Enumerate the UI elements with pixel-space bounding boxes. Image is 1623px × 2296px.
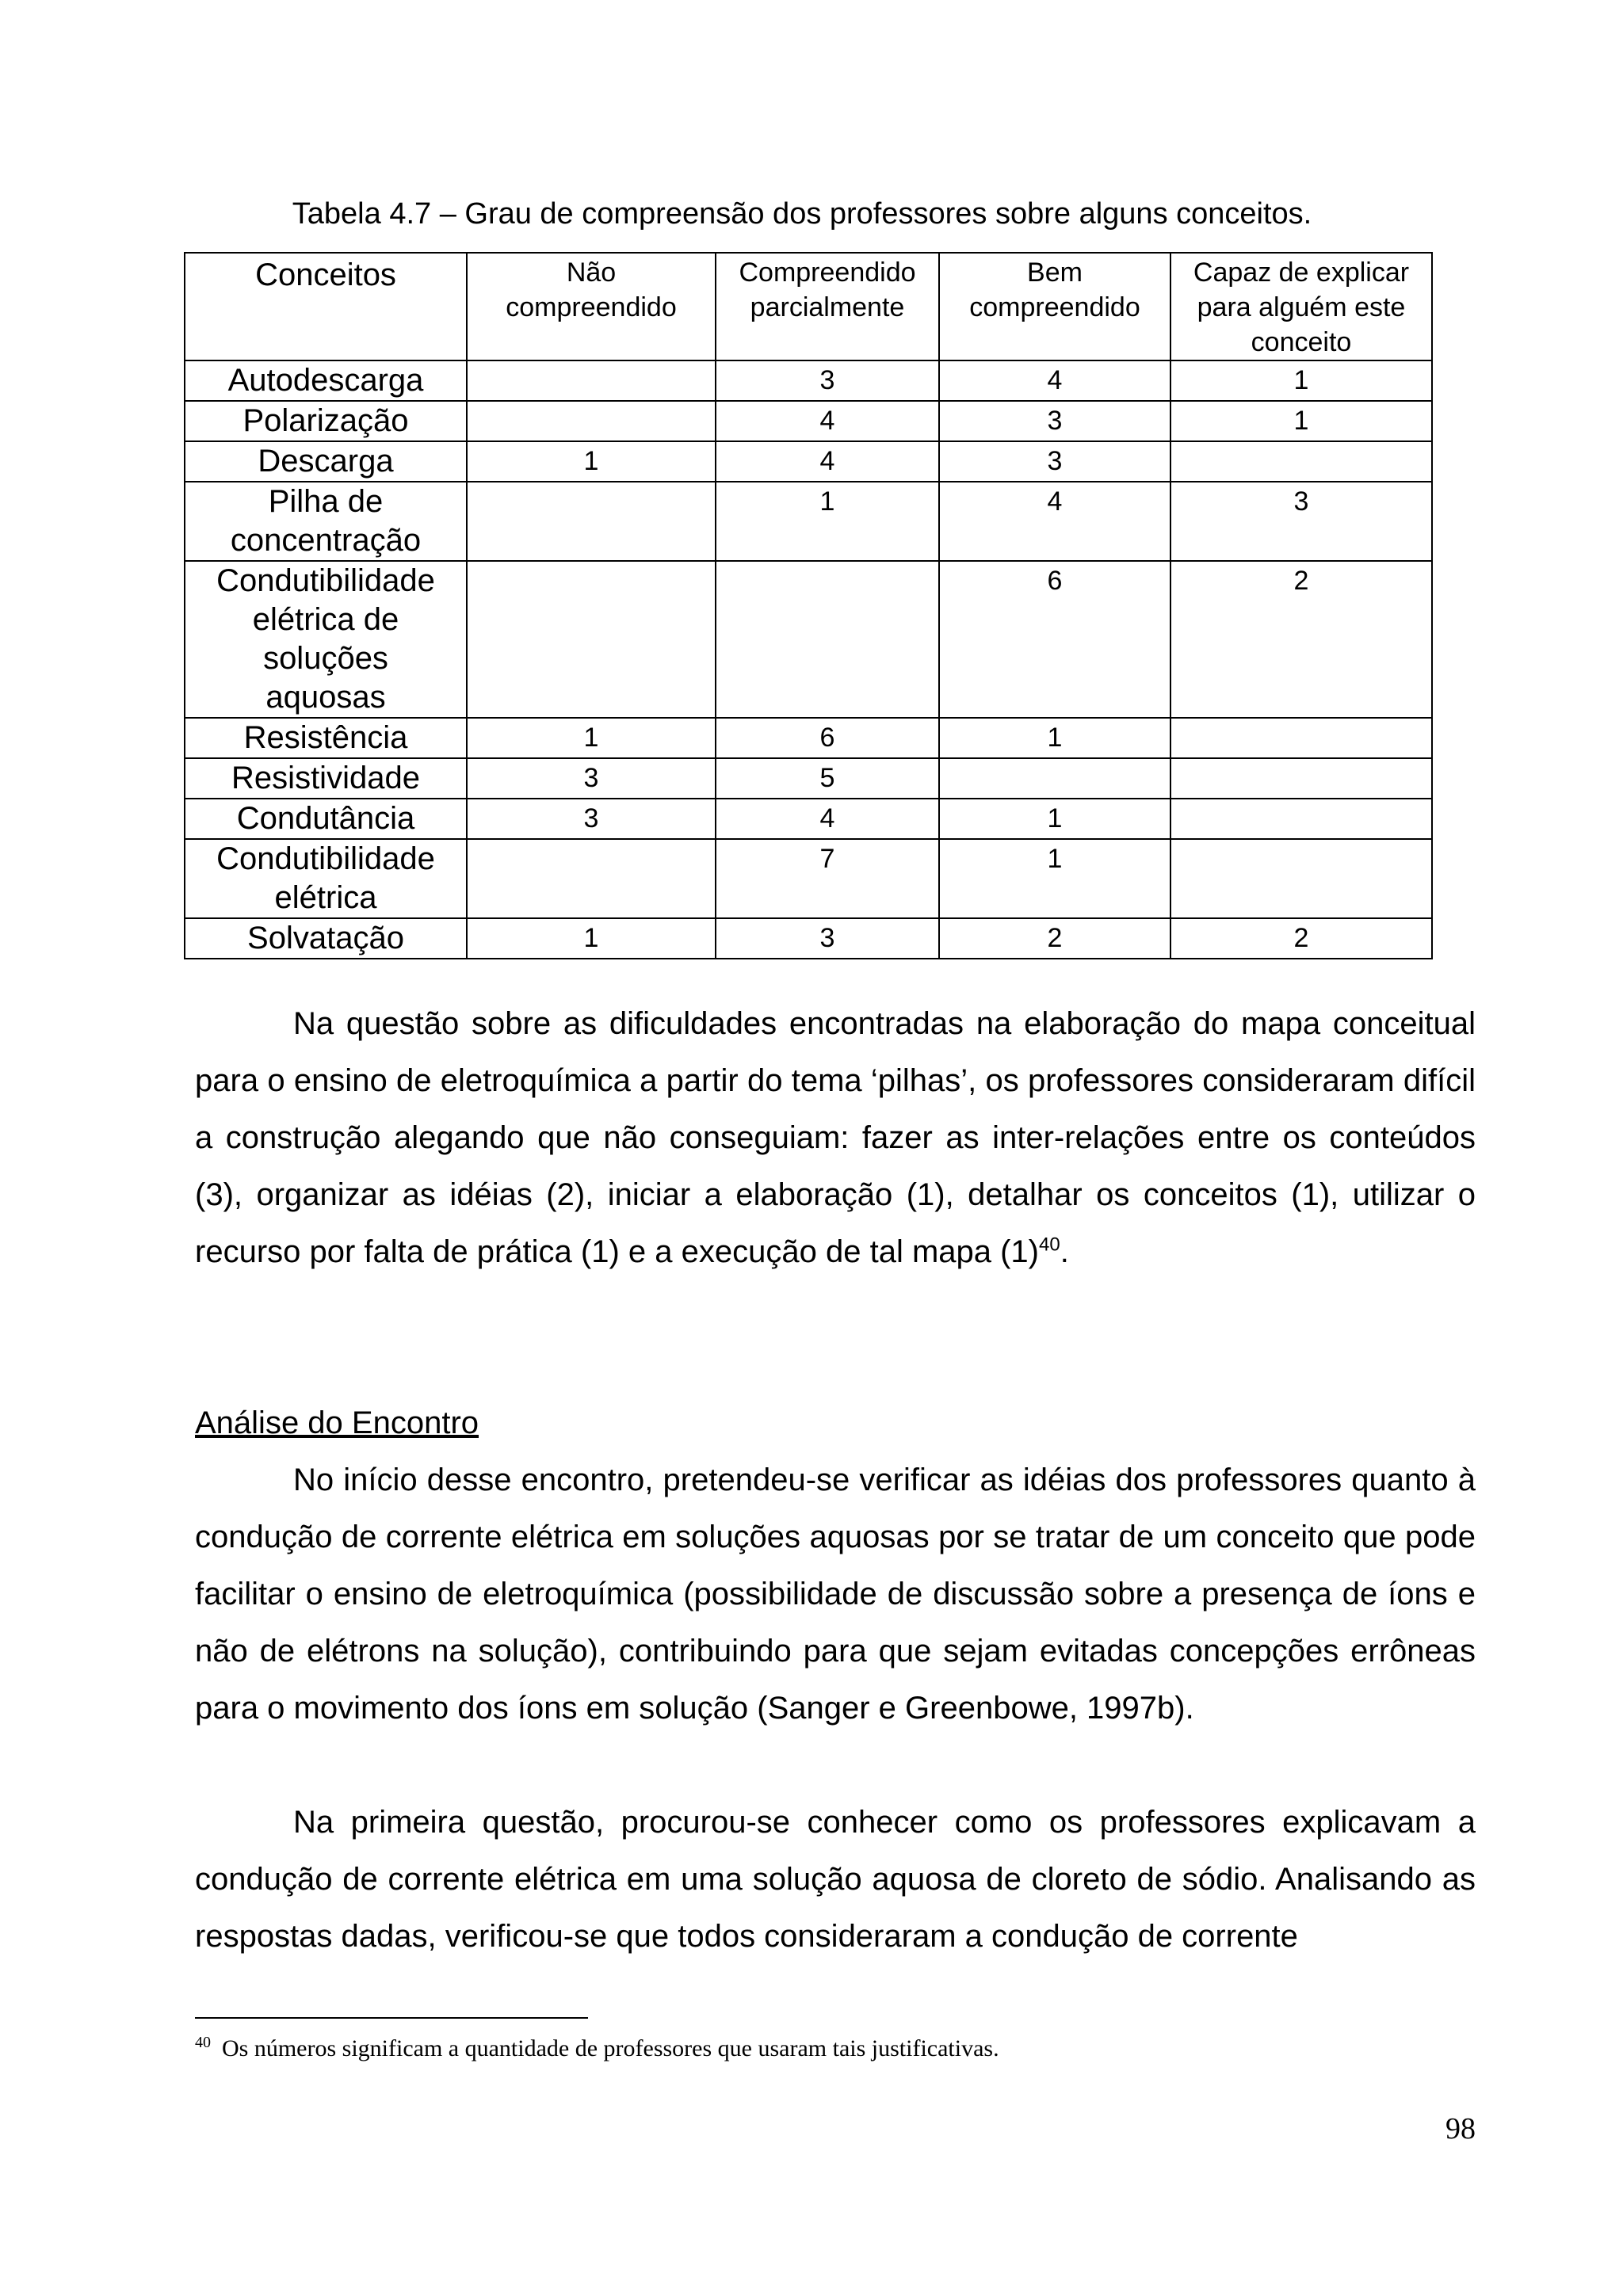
concept-cell	[185, 718, 467, 758]
concept-cell	[185, 482, 467, 561]
count-cell: 1	[467, 918, 716, 959]
concept-name-line: Condutibilidade	[216, 841, 435, 876]
comprehension-table	[184, 252, 1433, 959]
count-cell	[467, 401, 716, 441]
column-header-4	[1170, 253, 1432, 360]
column-header-line: compreendido	[969, 292, 1140, 322]
count-cell: 2	[1170, 918, 1432, 959]
column-header-line: compreendido	[506, 292, 677, 322]
column-header-3	[939, 253, 1170, 360]
column-header-line: conceito	[1251, 327, 1352, 357]
column-header-line: Não	[566, 257, 617, 288]
table-row	[185, 561, 1432, 718]
concept-cell	[185, 401, 467, 441]
count-cell	[467, 839, 716, 918]
count-cell: 1	[716, 482, 939, 561]
table-caption: Tabela 4.7 – Grau de compreensão dos professores sobre alguns conceitos.	[292, 197, 1312, 231]
footnote	[195, 2033, 999, 2065]
concept-name-line: Polarização	[242, 403, 409, 438]
count-cell: 3	[467, 758, 716, 799]
page-number: 98	[1445, 2112, 1476, 2145]
footnote-reference[interactable]: 40	[1039, 1234, 1060, 1256]
concept-name-line: Descarga	[258, 444, 394, 479]
paragraph-difficulties-end: .	[1060, 1234, 1069, 1269]
table-row	[185, 360, 1432, 401]
table-row	[185, 718, 1432, 758]
count-cell	[1170, 441, 1432, 482]
column-header-line: parcialmente	[750, 292, 905, 322]
count-cell: 1	[939, 839, 1170, 918]
count-cell: 4	[716, 799, 939, 839]
count-cell: 3	[1170, 482, 1432, 561]
concept-name-line: elétrica	[274, 880, 377, 915]
concept-cell	[185, 758, 467, 799]
count-cell: 1	[467, 718, 716, 758]
column-header-line: Capaz de explicar	[1193, 257, 1410, 288]
concept-name-line: Autodescarga	[227, 363, 424, 398]
count-cell	[467, 482, 716, 561]
table-row	[185, 401, 1432, 441]
table-row	[185, 758, 1432, 799]
column-header-line: Bem	[1027, 257, 1083, 288]
count-cell	[716, 561, 939, 718]
concept-name-line: aquosas	[265, 680, 386, 715]
count-cell: 3	[716, 918, 939, 959]
count-cell	[467, 561, 716, 718]
count-cell: 6	[716, 718, 939, 758]
column-header-line: Compreendido	[739, 257, 916, 288]
concept-name-line: Resistividade	[231, 761, 420, 795]
count-cell	[1170, 799, 1432, 839]
footnote-separator	[195, 2017, 588, 2019]
column-header-1	[467, 253, 716, 360]
paragraph-meeting-start: No início desse encontro, pretendeu-se verificar as idéias dos professores quanto à condução de corrente elétrica em soluções aquosas por se tratar de um conceito que pode facilitar o ensino de eletroquímica (possibilidade de discussão sobre a presença de íons e não de elétrons na solução), contribuindo para que sejam evitadas concepções errôneas para o movimento dos íons em solução (Sanger e Greenbowe, 1997b).	[195, 1463, 1476, 1726]
concept-name-line: Condutibilidade	[216, 563, 435, 598]
footnote-number: 40	[195, 2034, 211, 2051]
count-cell	[1170, 839, 1432, 918]
table-row	[185, 441, 1432, 482]
table-header-row	[185, 253, 1432, 360]
count-cell: 5	[716, 758, 939, 799]
count-cell: 2	[1170, 561, 1432, 718]
count-cell: 3	[467, 799, 716, 839]
concept-cell	[185, 561, 467, 718]
count-cell: 1	[939, 799, 1170, 839]
table-row	[185, 799, 1432, 839]
concept-cell	[185, 360, 467, 401]
concept-name-line: soluções	[263, 641, 388, 676]
concept-name-line: Pilha de	[268, 484, 384, 519]
table-row	[185, 482, 1432, 561]
count-cell: 6	[939, 561, 1170, 718]
count-cell	[939, 758, 1170, 799]
count-cell	[467, 360, 716, 401]
count-cell: 1	[1170, 360, 1432, 401]
count-cell	[1170, 758, 1432, 799]
count-cell: 4	[939, 360, 1170, 401]
count-cell: 3	[939, 401, 1170, 441]
concept-cell	[185, 799, 467, 839]
column-header-2	[716, 253, 939, 360]
count-cell: 3	[716, 360, 939, 401]
paragraph-first-question: Na primeira questão, procurou-se conhecer como os professores explicavam a condução de corrente elétrica em uma solução aquosa de cloreto de sódio. Analisando as respostas dadas, verificou-se que todos consideraram a condução de corrente	[195, 1805, 1476, 1954]
concept-name-line: elétrica de	[252, 602, 399, 637]
footnote-text: Os números significam a quantidade de professores que usaram tais justificativas.	[222, 2035, 999, 2061]
count-cell: 3	[939, 441, 1170, 482]
count-cell: 1	[1170, 401, 1432, 441]
count-cell: 2	[939, 918, 1170, 959]
count-cell: 1	[467, 441, 716, 482]
count-cell: 4	[716, 401, 939, 441]
concept-name-line: Solvatação	[247, 921, 404, 955]
table-row	[185, 918, 1432, 959]
count-cell: 7	[716, 839, 939, 918]
column-header-line: para alguém este	[1197, 292, 1406, 322]
table-row	[185, 839, 1432, 918]
concept-cell	[185, 441, 467, 482]
concept-name-line: concentração	[230, 523, 422, 558]
table-body	[185, 360, 1432, 959]
paragraph-difficulties-text: Na questão sobre as dificuldades encontradas na elaboração do mapa conceitual para o ensino de eletroquímica a partir do tema ‘pilhas’, os professores consideraram difícil a construção alegando que não conseguiam: fazer as inter-relações entre os conteúdos (3), organizar as idéias (2), iniciar a elaboração (1), detalhar os conceitos (1), utilizar o recurso por falta de prática (1) e a execução de tal mapa (1)	[195, 1006, 1476, 1269]
column-header-line: Conceitos	[255, 257, 396, 292]
concept-name-line: Resistência	[243, 720, 408, 755]
count-cell: 1	[939, 718, 1170, 758]
paragraph-difficulties	[195, 995, 1476, 1280]
concept-cell	[185, 918, 467, 959]
concept-name-line: Condutância	[236, 801, 415, 836]
column-header-0	[185, 253, 467, 360]
concept-cell	[185, 839, 467, 918]
section-heading: Análise do Encontro	[195, 1405, 479, 1440]
count-cell: 4	[716, 441, 939, 482]
count-cell: 4	[939, 482, 1170, 561]
count-cell	[1170, 718, 1432, 758]
